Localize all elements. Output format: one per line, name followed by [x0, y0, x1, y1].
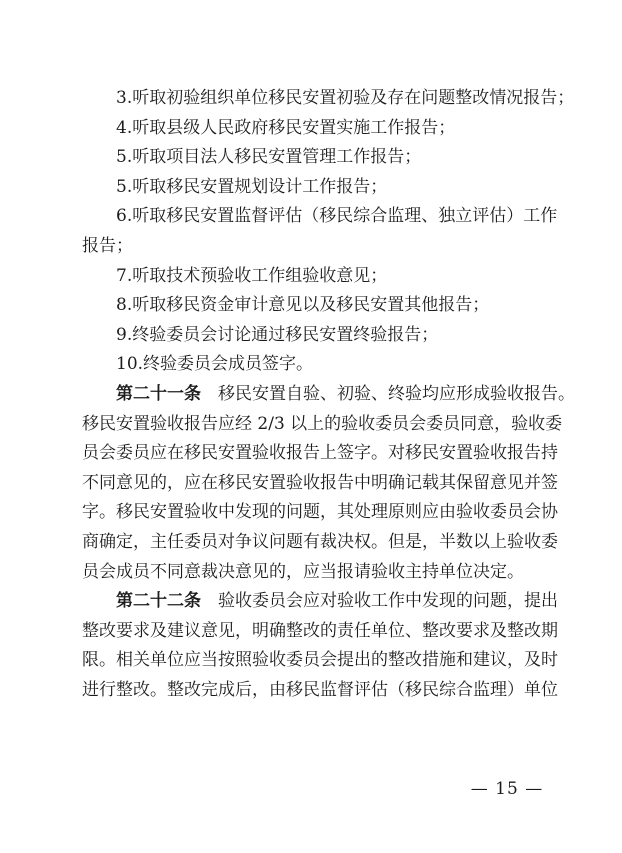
article-21-line: 商确定，主任委员对争议问题有裁决权。但是，半数以上验收委 — [82, 531, 558, 552]
article-22-text: 验收委员会应对验收工作中发现的问题，提出 — [218, 591, 558, 612]
list-item: 10.终验委员会成员签字。 — [116, 354, 314, 375]
list-item-continuation: 报告； — [82, 235, 133, 256]
article-21-first-line — [82, 380, 575, 410]
article-21-line: 移民安置验收报告应经 2/3 以上的验收委员会委员同意，验收委 — [82, 413, 563, 434]
article-22-line: 整改要求及建议意见，明确整改的责任单位、整改要求及整改期 — [82, 620, 558, 641]
list-item: 5.听取项目法人移民安置管理工作报告； — [116, 147, 422, 168]
article-21-line: 字。移民安置验收中发现的问题，其处理原则应由验收委员会协 — [82, 502, 558, 523]
list-item: 4.听取县级人民政府移民安置实施工作报告； — [116, 117, 456, 138]
article-22-line: 限。相关单位应当按照验收委员会提出的整改措施和建议，及时 — [82, 650, 558, 671]
page-number: — 15 — — [470, 779, 544, 799]
article-21-line: 员会成员不同意裁决意见的，应当报请验收主持单位决定。 — [82, 561, 524, 582]
article-21-text: 移民安置自验、初验、终验均应形成验收报告。 — [218, 383, 575, 404]
article-21-heading: 第二十一条 — [116, 383, 201, 404]
list-item: 6.听取移民安置监督评估（移民综合监理、独立评估）工作 — [116, 206, 558, 227]
list-item: 5.听取移民安置规划设计工作报告； — [116, 176, 388, 197]
article-21-line: 不同意见的，应在移民安置验收报告中明确记载其保留意见并签 — [82, 472, 558, 493]
list-item: 3.听取初验组织单位移民安置初验及存在问题整改情况报告； — [116, 88, 575, 108]
article-21-line: 员会委员应在移民安置验收报告上签字。对移民安置验收报告持 — [82, 443, 558, 464]
article-22-line: 进行整改。整改完成后，由移民监督评估（移民综合监理）单位 — [82, 679, 558, 700]
article-22-first-line — [82, 587, 558, 617]
list-item: 8.听取移民资金审计意见以及移民安置其他报告； — [116, 295, 490, 316]
list-item: 7.听取技术预验收工作组验收意见； — [116, 265, 388, 286]
list-item: 9.终验委员会讨论通过移民安置终验报告； — [116, 324, 439, 345]
body-text — [82, 84, 575, 705]
article-22-heading: 第二十二条 — [116, 591, 201, 612]
